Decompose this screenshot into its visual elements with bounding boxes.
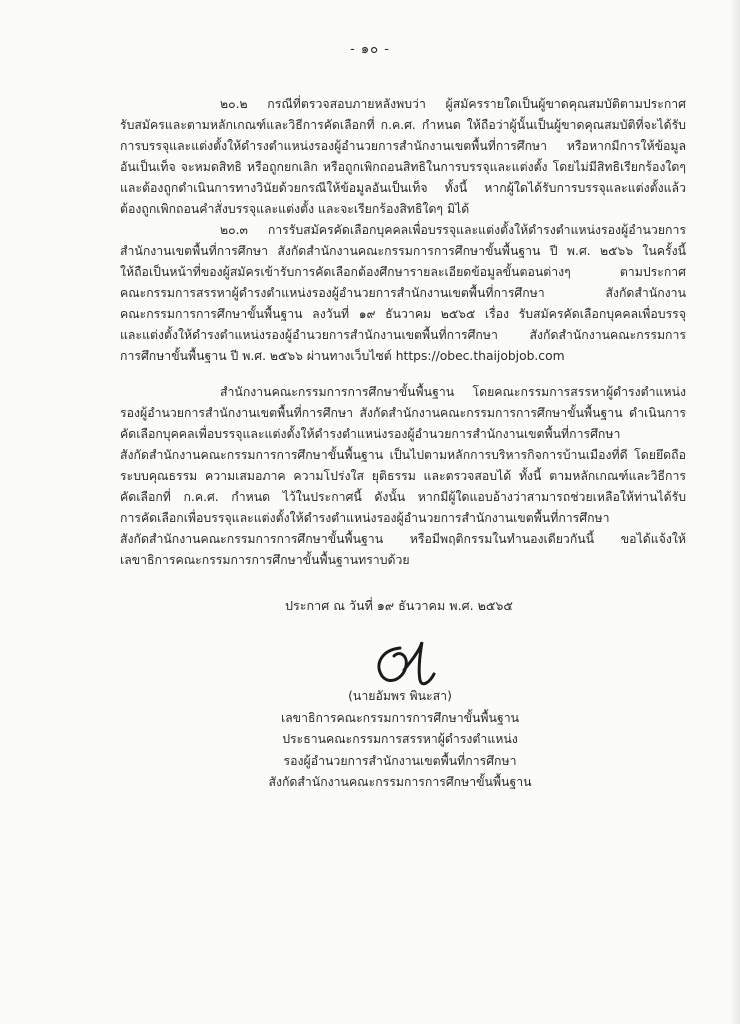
- section-20-3-line: การศึกษาขั้นพื้นฐาน ปี พ.ศ. ๒๕๖๖ ผ่านทางเว็บไซต์ https://obec.thaijobjob.com: [120, 349, 565, 363]
- signatory-position: เลขาธิการคณะกรรมการการศึกษาขั้นพื้นฐาน: [280, 710, 520, 725]
- signatory-position: ประธานคณะกรรมการสรรหาผู้ดำรงตำแหน่ง: [282, 732, 518, 746]
- closing-line: รองผู้อำนวยการสำนักงานเขตพื้นที่การศึกษา สังกัดสำนักงานคณะกรรมการการศึกษาขั้นพื้นฐาน ดำเนินการ: [120, 406, 686, 420]
- section-20-2: [120, 94, 686, 220]
- closing-line: ระบบคุณธรรม ความเสมอภาค ความโปร่งใส ยุติธรรม และตรวจสอบได้ ทั้งนี้ ตามหลักเกณฑ์และวิธีการ: [120, 469, 686, 483]
- signature-image: [360, 630, 450, 690]
- section-20-2-line: และต้องถูกดำเนินการทางวินัยด้วยกรณีให้ข้อมูลอันเป็นเท็จ ทั้งนี้ หากผู้ใดได้รับการบรรจุและแต่งตั้งแล้ว: [120, 181, 686, 195]
- closing-line: การคัดเลือกเพื่อบรรจุและแต่งตั้งให้ดำรงตำแหน่งรองผู้อำนวยการสำนักงานเขตพื้นที่การศึกษา: [120, 511, 610, 525]
- signature-stroke: [404, 642, 434, 684]
- closing-line: เลขาธิการคณะกรรมการการศึกษาขั้นพื้นฐานทราบด้วย: [120, 553, 410, 567]
- section-20-3-line: คณะกรรมการการศึกษาขั้นพื้นฐาน ลงวันที่ ๑๙ ธันวาคม ๒๕๖๕ เรื่อง รับสมัครคัดเลือกบุคคลเพื่อบรรจุ: [120, 307, 686, 321]
- signature-block: [240, 686, 560, 794]
- section-20-2-line: อันเป็นเท็จ จะหมดสิทธิ หรือถูกยกเลิก หรือถูกเพิกถอนสิทธิในการบรรจุและแต่งตั้ง โดยไม่มีสิทธิเรียกร้องใดๆ: [120, 160, 686, 174]
- signatory-position: รองผู้อำนวยการสำนักงานเขตพื้นที่การศึกษา: [283, 753, 517, 768]
- closing-line: สังกัดสำนักงานคณะกรรมการการศึกษาขั้นพื้นฐาน เป็นไปตามหลักการบริหารกิจการบ้านเมืองที่ดี โดยยึดถือ: [120, 448, 686, 462]
- section-20-3-line: ให้ถือเป็นหน้าที่ของผู้สมัครเข้ารับการคัดเลือกต้องศึกษารายละเอียดข้อมูลขั้นตอนต่างๆ ตามประกาศ: [120, 265, 686, 279]
- section-20-2-line: ๒๐.๒ กรณีที่ตรวจสอบภายหลังพบว่า ผู้สมัครรายใดเป็นผู้ขาดคุณสมบัติตามประกาศ: [220, 97, 686, 111]
- closing-line: สังกัดสำนักงานคณะกรรมการการศึกษาขั้นพื้นฐาน หรือมีพฤติกรรมในทำนองเดียวกันนี้ ขอได้แจ้งให้: [120, 532, 686, 546]
- closing-line: สำนักงานคณะกรรมการการศึกษาขั้นพื้นฐาน โดยคณะกรรมการสรรหาผู้ดำรงตำแหน่ง: [220, 385, 686, 399]
- section-20-3: [120, 220, 686, 367]
- signatory-name: (นายอัมพร พินะสา): [348, 689, 452, 703]
- page-edge-shadow: [730, 0, 740, 1024]
- announcement-date: ประกาศ ณ วันที่ ๑๙ ธันวาคม พ.ศ. ๒๕๖๕: [285, 598, 513, 613]
- closing-paragraph: [120, 382, 686, 571]
- signatory-position: สังกัดสำนักงานคณะกรรมการการศึกษาขั้นพื้นฐาน: [268, 775, 532, 789]
- section-20-3-line: สำนักงานเขตพื้นที่การศึกษา สังกัดสำนักงานคณะกรรมการการศึกษาขั้นพื้นฐาน ปี พ.ศ. ๒๕๖๖ ในครั้งนี้: [120, 244, 686, 258]
- signature-stroke: [379, 648, 406, 681]
- section-20-3-line: และแต่งตั้งให้ดำรงตำแหน่งรองผู้อำนวยการสำนักงานเขตพื้นที่การศึกษา สังกัดสำนักงานคณะกรรมการ: [120, 328, 686, 342]
- closing-line: คัดเลือกที่ ก.ค.ศ. กำหนด ไว้ในประกาศนี้ ดังนั้น หากมีผู้ใดแอบอ้างว่าสามารถช่วยเหลือให้ท่านได้รับ: [120, 490, 686, 504]
- page-number: - ๑๐ -: [350, 42, 390, 57]
- section-20-2-line: ต้องถูกเพิกถอนคำสั่งบรรจุและแต่งตั้ง และจะเรียกร้องสิทธิใดๆ มิได้: [120, 202, 470, 216]
- closing-line: คัดเลือกบุคคลเพื่อบรรจุและแต่งตั้งให้ดำรงตำแหน่งรองผู้อำนวยการสำนักงานเขตพื้นที่การศึกษา: [120, 427, 621, 441]
- section-20-3-line: ๒๐.๓ การรับสมัครคัดเลือกบุคคลเพื่อบรรจุและแต่งตั้งให้ดำรงตำแหน่งรองผู้อำนวยการ: [220, 223, 686, 237]
- section-20-3-line: คณะกรรมการสรรหาผู้ดำรงตำแหน่งรองผู้อำนวยการสำนักงานเขตพื้นที่การศึกษา สังกัดสำนักงาน: [120, 286, 686, 300]
- section-20-2-line: รับสมัครและตามหลักเกณฑ์และวิธีการคัดเลือกที่ ก.ค.ศ. กำหนด ให้ถือว่าผู้นั้นเป็นผู้ขาดคุณสมบัติที่จะได้รับ: [120, 118, 686, 132]
- section-20-2-line: การบรรจุและแต่งตั้งให้ดำรงตำแหน่งรองผู้อำนวยการสำนักงานเขตพื้นที่การศึกษา หรือหากมีการให้ข้อมูล: [120, 139, 686, 153]
